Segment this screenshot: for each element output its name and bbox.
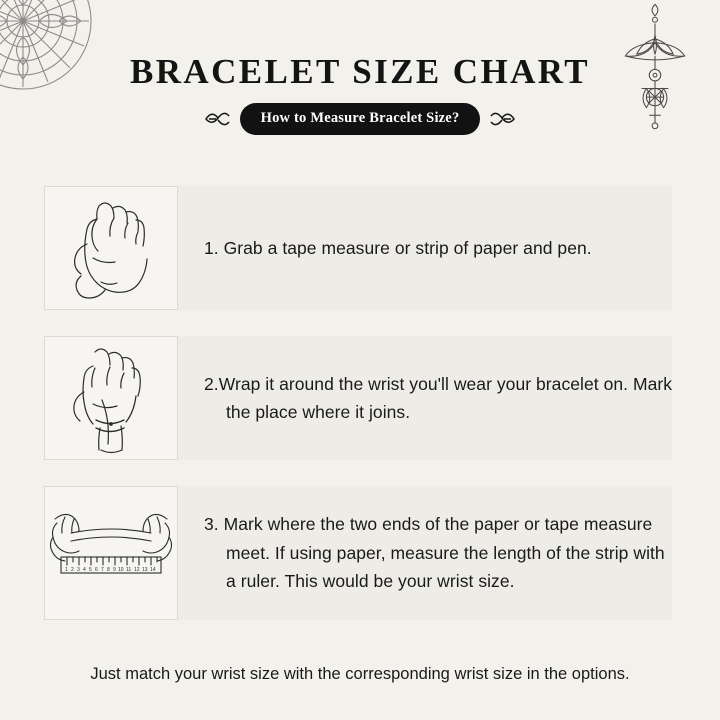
step-text-2: 2.Wrap it around the wrist you'll wear your bracelet on. Mark the place where it joins. [204,373,673,422]
closed-fist-hand-illustration [44,186,178,310]
step-text-1: 1. Grab a tape measure or strip of paper and pen. [204,237,592,258]
svg-text:12: 12 [134,567,140,573]
svg-text:7: 7 [101,567,104,573]
step-item [0,486,720,620]
step-text-3: 3. Mark where the two ends of the paper or tape measure meet. If using paper, measure the length of the strip with a ruler. This would be your wrist size. [204,514,665,592]
svg-text:6: 6 [95,567,98,573]
ruler-measuring-paper-strip-illustration [44,486,178,620]
step-item [0,186,720,310]
svg-text:9: 9 [113,567,116,573]
svg-text:3: 3 [77,567,80,573]
svg-text:11: 11 [126,567,132,573]
step-text [178,186,720,310]
svg-text:2: 2 [71,567,74,573]
svg-text:4: 4 [83,567,86,573]
svg-text:8: 8 [107,567,110,573]
hand-wrist-tape-icon [51,342,171,454]
hand-with-tape-around-wrist-illustration [44,336,178,460]
footer-note: Just match your wrist size with the corresponding wrist size in the options. [90,665,630,683]
step-item [0,336,720,460]
steps-list [0,186,720,646]
svg-text:1: 1 [65,567,68,573]
page-title: BRACELET SIZE CHART [130,52,590,91]
svg-text:5: 5 [89,567,92,573]
leaf-flourish-right-icon [489,109,515,129]
svg-text:14: 14 [150,567,156,573]
svg-text:13: 13 [142,567,148,573]
step-text [178,336,720,460]
ruler-paper-strip-icon [47,493,175,613]
leaf-flourish-left-icon [205,109,231,129]
header [0,52,720,135]
subtitle-pill: How to Measure Bracelet Size? [240,103,481,135]
svg-text:10: 10 [118,567,124,573]
subtitle-row [0,103,720,135]
step-text [178,486,720,620]
closed-fist-hand-icon [51,192,171,304]
